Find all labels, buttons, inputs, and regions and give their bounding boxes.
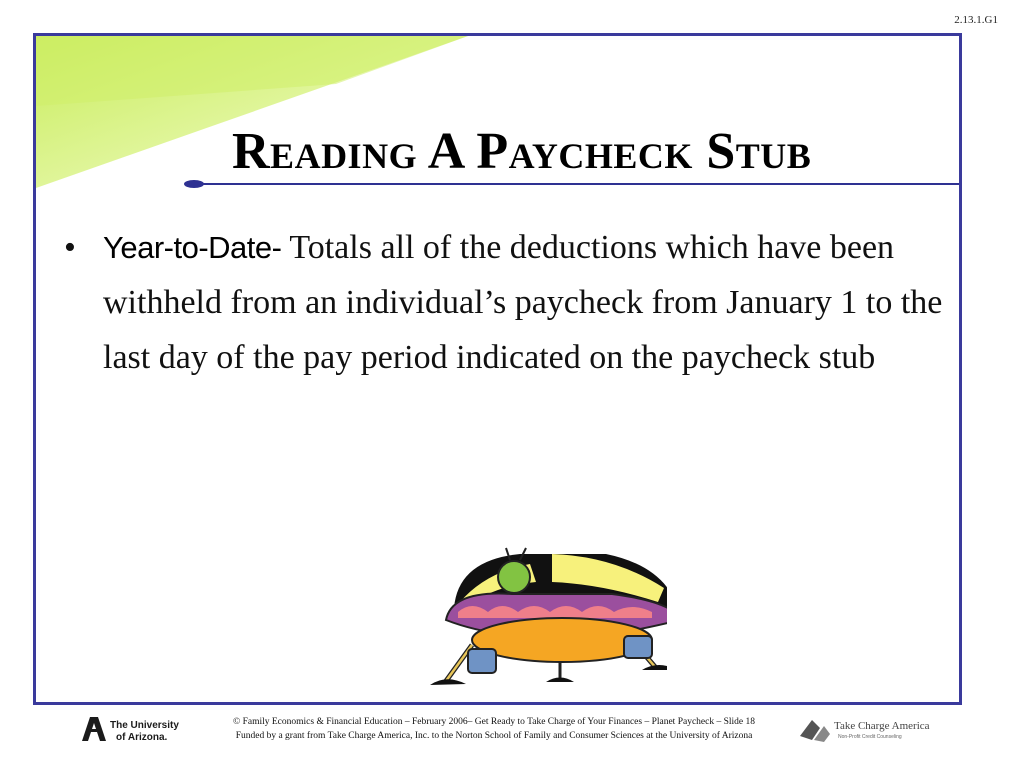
footer-text	[194, 715, 794, 743]
term-label: Year-to-Date-	[103, 230, 282, 265]
partner-name: Take Charge America	[834, 720, 930, 732]
slide-frame	[33, 33, 962, 705]
logo-line-1: The University	[110, 720, 179, 731]
ufo-alien-illustration	[402, 510, 667, 690]
title-underline	[184, 179, 962, 189]
bullet-point: •	[64, 229, 76, 266]
footer-line-1: © Family Economics & Financial Education – February 2006– Get Ready to Take Charge of Your Finances – Planet Paycheck – Slide 18	[232, 717, 755, 727]
logo-line-2: of Arizona.	[116, 732, 168, 743]
term-definition: Totals all of the deductions which have been withheld from an individual’s paycheck from January 1 to the last day of the pay period indicated on the paycheck stub	[103, 229, 943, 376]
university-of-arizona-logo	[80, 715, 190, 748]
slide-code: 2.13.1.G1	[954, 14, 998, 26]
bullet-item	[64, 220, 944, 385]
partner-tagline: Non-Profit Credit Counseling	[838, 734, 902, 740]
slide-title: Reading A Paycheck Stub	[232, 123, 812, 180]
take-charge-america-logo	[798, 716, 948, 749]
footer-line-2: Funded by a grant from Take Charge America, Inc. to the Norton School of Family and Consumer Sciences at the University of Arizona	[235, 731, 753, 741]
